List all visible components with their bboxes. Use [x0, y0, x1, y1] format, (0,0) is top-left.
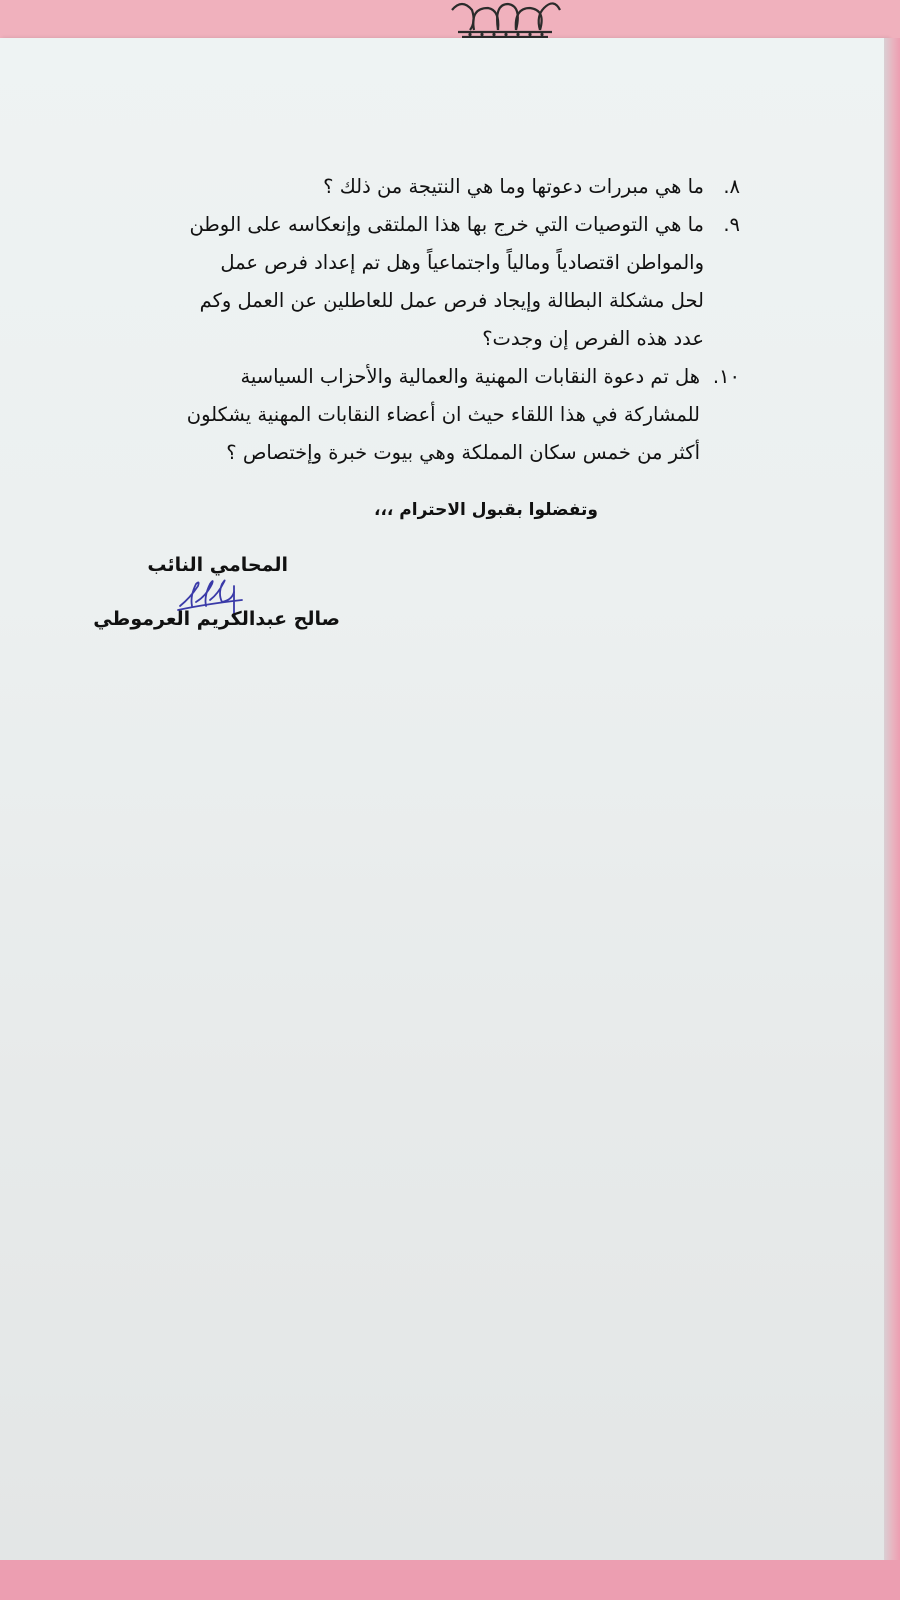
signatory-title: المحامي النائب	[147, 554, 288, 576]
question-item-8	[100, 168, 740, 206]
question-line: أكثر من خمس سكان المملكة وهي بيوت خبرة وإختصاص ؟	[226, 441, 700, 464]
closing-salutation: وتفضلوا بقبول الاحترام ،،،	[374, 500, 598, 520]
question-line: لحل مشكلة البطالة وإيجاد فرص عمل للعاطلين عن العمل وكم	[199, 289, 704, 312]
question-item-10	[100, 358, 740, 472]
question-number: ٩.	[723, 213, 740, 236]
folder-right-edge	[884, 38, 900, 1562]
question-line: ما هي التوصيات التي خرج بها هذا الملتقى وإنعكاسه على الوطن	[189, 213, 704, 236]
question-line: للمشاركة في هذا اللقاء حيث ان أعضاء النقابات المهنية يشكلون	[186, 403, 700, 426]
question-line: والمواطن اقتصادياً ومالياً واجتماعياً وهل تم إعداد فرص عمل	[220, 251, 704, 274]
crown-emblem-icon	[448, 0, 562, 42]
question-line: هل تم دعوة النقابات المهنية والعمالية والأحزاب السياسية	[240, 365, 700, 388]
folder-bottom-edge	[0, 1560, 900, 1600]
signatory-name: صالح عبدالكريم العرموطي	[93, 608, 340, 630]
question-item-9	[100, 206, 740, 358]
question-number: ٨.	[723, 175, 740, 198]
question-line: عدد هذه الفرص إن وجدت؟	[482, 327, 704, 350]
question-line: ما هي مبررات دعوتها وما هي النتيجة من ذلك ؟	[323, 175, 704, 198]
question-number: ١٠.	[712, 365, 740, 388]
question-list	[96, 168, 740, 488]
